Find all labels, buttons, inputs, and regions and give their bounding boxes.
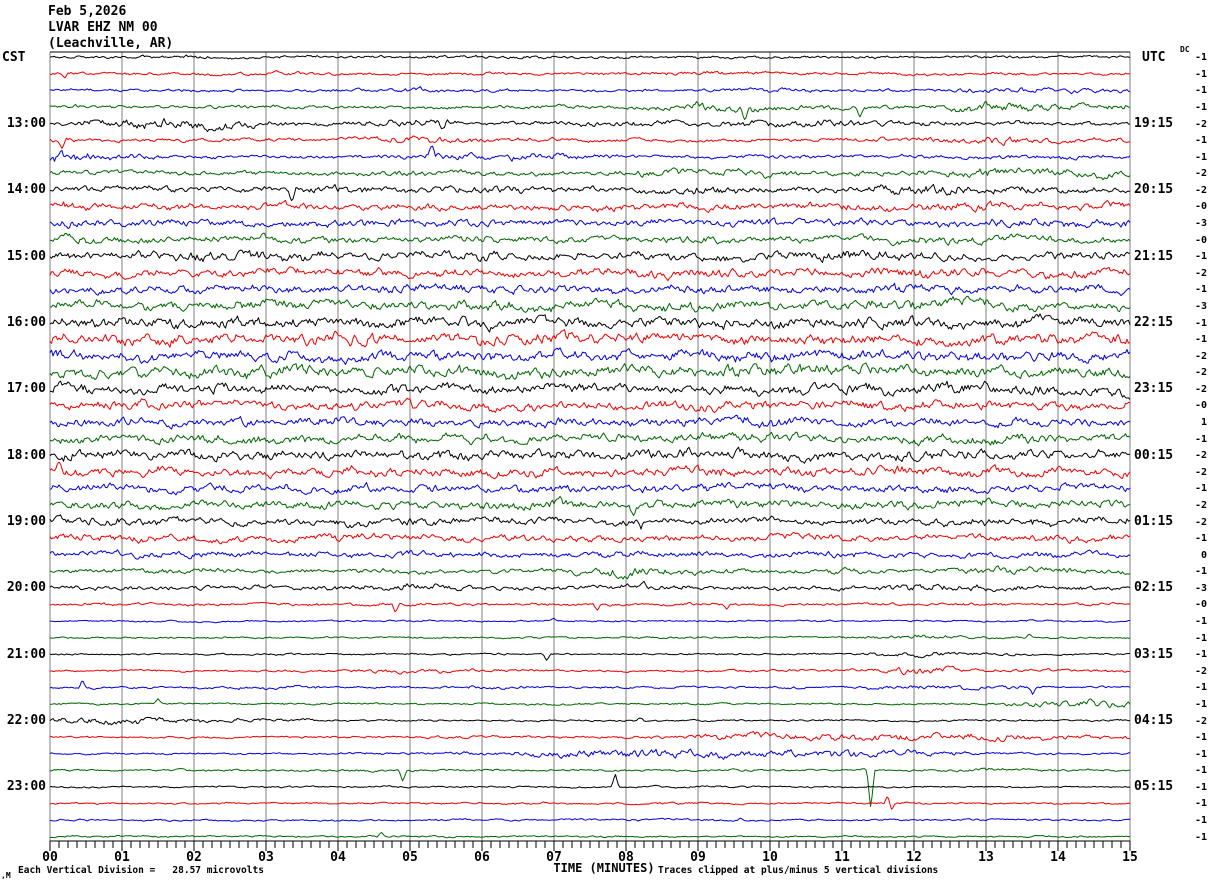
seismo-trace-row <box>50 462 1130 479</box>
seismo-trace-row <box>50 833 1130 838</box>
dc-offset-value: -2 <box>1194 517 1207 528</box>
dc-offset-value: -1 <box>1194 152 1207 163</box>
utc-hour-label: 00:15 <box>1134 448 1174 463</box>
clip-note: Traces clipped at plus/minus 5 vertical divisions <box>658 865 939 876</box>
seismo-trace-row <box>50 515 1130 529</box>
seismo-trace-row <box>50 717 1130 724</box>
cst-hour-label: 18:00 <box>6 448 46 463</box>
scale-note: Each Vertical Division = 28.57 microvolts <box>18 865 264 876</box>
cst-hour-label: 23:00 <box>6 779 46 794</box>
dc-offset-value: -1 <box>1194 483 1207 494</box>
utc-hour-label: 01:15 <box>1134 514 1174 529</box>
seismo-trace-row <box>50 496 1130 515</box>
dc-offset-value: -1 <box>1194 251 1207 262</box>
dc-offset-value: 1 <box>1200 417 1207 428</box>
seismo-trace-row <box>50 185 1130 201</box>
seismo-trace-row <box>50 314 1130 332</box>
dc-offset-value: -0 <box>1194 201 1207 212</box>
seismo-trace-row <box>50 550 1130 559</box>
x-tick-label: 13 <box>978 850 994 865</box>
dc-offset-value: -1 <box>1194 732 1207 743</box>
seismo-trace-row <box>50 398 1130 412</box>
dc-offset-value: -1 <box>1194 69 1207 80</box>
dc-offset-value: -2 <box>1194 119 1207 130</box>
x-tick-label: 04 <box>330 850 346 865</box>
seismo-trace-row <box>50 818 1130 821</box>
x-tick-label: 05 <box>402 850 418 865</box>
dc-offset-value: -2 <box>1194 351 1207 362</box>
seismo-trace-row <box>50 768 1130 806</box>
dc-offset-value: -1 <box>1194 284 1207 295</box>
x-tick-label: 14 <box>1050 850 1066 865</box>
dc-offset-value: -2 <box>1194 716 1207 727</box>
dc-offset-value: -1 <box>1194 616 1207 627</box>
seismo-trace-row <box>50 101 1130 119</box>
dc-offset-value: -0 <box>1194 599 1207 610</box>
header-location: (Leachville, AR) <box>48 36 174 51</box>
seismo-trace-row <box>50 330 1130 348</box>
seismo-trace-row <box>50 146 1130 161</box>
dc-offset-value: -1 <box>1194 749 1207 760</box>
dc-offset-value: -2 <box>1194 168 1207 179</box>
seismo-trace-row <box>50 55 1130 59</box>
x-tick-label: 08 <box>618 850 634 865</box>
x-tick-label: 12 <box>906 850 922 865</box>
x-tick-label: 02 <box>186 850 202 865</box>
seismo-trace-row <box>50 218 1130 229</box>
seismo-trace-row <box>50 250 1130 262</box>
seismo-trace-row <box>50 732 1130 742</box>
x-tick-label: 03 <box>258 850 274 865</box>
dc-offset-value: -2 <box>1194 384 1207 395</box>
x-tick-label: 06 <box>474 850 490 865</box>
dc-offset-value: -3 <box>1194 301 1207 312</box>
seismo-trace-row <box>50 699 1130 708</box>
cst-hour-label: 17:00 <box>6 381 46 396</box>
cst-hour-label: 22:00 <box>6 713 46 728</box>
dc-offset-value: -1 <box>1194 832 1207 843</box>
dc-offset-value: -3 <box>1194 218 1207 229</box>
x-tick-label: 01 <box>114 850 130 865</box>
dc-offset-value: -1 <box>1194 765 1207 776</box>
seismo-trace-row <box>50 602 1130 611</box>
utc-hour-label: 04:15 <box>1134 713 1174 728</box>
seismo-trace-row <box>50 681 1130 694</box>
dc-offset-value: -1 <box>1194 682 1207 693</box>
dc-offset-value: -1 <box>1194 782 1207 793</box>
dc-offset-value: -2 <box>1194 467 1207 478</box>
dc-offset-value: -1 <box>1194 566 1207 577</box>
dc-offset-value: -1 <box>1194 699 1207 710</box>
cst-hour-label: 16:00 <box>6 315 46 330</box>
x-tick-label: 07 <box>546 850 562 865</box>
utc-hour-label: 03:15 <box>1134 647 1174 662</box>
seismo-trace-row <box>50 296 1130 312</box>
seismo-trace-row <box>50 381 1130 399</box>
seismo-trace-row <box>50 666 1130 675</box>
seismo-trace-row <box>50 200 1130 212</box>
utc-hour-label: 19:15 <box>1134 116 1174 131</box>
dc-offset-value: -2 <box>1194 367 1207 378</box>
dc-offset-value: -1 <box>1194 102 1207 113</box>
seismo-trace-row <box>50 566 1130 579</box>
dc-offset-value: -2 <box>1194 450 1207 461</box>
seismo-trace-row <box>50 432 1130 446</box>
cst-hour-label: 20:00 <box>6 580 46 595</box>
dc-offset-value: -1 <box>1194 649 1207 660</box>
dc-offset-value: -2 <box>1194 666 1207 677</box>
seismo-trace-row <box>50 415 1130 429</box>
seismo-trace-row <box>50 136 1130 148</box>
seismo-trace-row <box>50 283 1130 295</box>
seismo-trace-row <box>50 775 1130 789</box>
utc-hour-label: 02:15 <box>1134 580 1174 595</box>
header-station: LVAR EHZ NM 00 <box>48 20 158 35</box>
dc-offset-value: -1 <box>1194 135 1207 146</box>
seismo-trace-row <box>50 482 1130 495</box>
seismo-trace-row <box>50 119 1130 132</box>
dc-offset-value: -1 <box>1194 52 1207 63</box>
utc-hour-label: 05:15 <box>1134 779 1174 794</box>
utc-hour-label: 22:15 <box>1134 315 1174 330</box>
seismo-trace-row <box>50 797 1130 809</box>
cst-hour-label: 14:00 <box>6 182 46 197</box>
dc-offset-value: -1 <box>1194 633 1207 644</box>
dc-offset-value: -1 <box>1194 533 1207 544</box>
dc-offset-value: -0 <box>1194 235 1207 246</box>
seismo-trace-row <box>50 267 1130 281</box>
cst-hour-label: 15:00 <box>6 249 46 264</box>
dc-offset-value: -2 <box>1194 500 1207 511</box>
seismo-trace-row <box>50 533 1130 544</box>
seismo-trace-row <box>50 87 1130 94</box>
dc-offset-value: -2 <box>1194 268 1207 279</box>
dc-offset-value: -1 <box>1194 434 1207 445</box>
dc-offset-value: -1 <box>1194 815 1207 826</box>
seismo-trace-row <box>50 652 1130 660</box>
utc-hour-label: 23:15 <box>1134 381 1174 396</box>
x-tick-label: 09 <box>690 850 706 865</box>
dc-offset-value: 0 <box>1200 550 1207 561</box>
seismo-trace-row <box>50 363 1130 380</box>
seismo-trace-row <box>50 168 1130 180</box>
dc-column-label: DC <box>1180 45 1190 54</box>
dc-offset-value: -3 <box>1194 583 1207 594</box>
x-tick-label: 11 <box>834 850 850 865</box>
seismo-trace-row <box>50 447 1130 463</box>
x-axis-title: TIME (MINUTES) <box>553 861 655 875</box>
seismo-trace-row <box>50 348 1130 365</box>
utc-hour-label: 20:15 <box>1134 182 1174 197</box>
seismo-trace-row <box>50 581 1130 591</box>
seismo-trace-row <box>50 233 1130 246</box>
dc-offset-value: -1 <box>1194 318 1207 329</box>
dc-offset-value: -1 <box>1194 85 1207 96</box>
x-tick-label: 00 <box>42 850 58 865</box>
cst-hour-label: 19:00 <box>6 514 46 529</box>
seismo-trace-row <box>50 71 1130 78</box>
seismo-trace-row <box>50 618 1130 623</box>
x-tick-label: 10 <box>762 850 778 865</box>
utc-hour-label: 21:15 <box>1134 249 1174 264</box>
dc-offset-value: -1 <box>1194 798 1207 809</box>
seismo-trace-row <box>50 634 1130 639</box>
cst-hour-label: 13:00 <box>6 116 46 131</box>
dc-offset-value: -2 <box>1194 185 1207 196</box>
right-timezone-label: UTC <box>1142 50 1166 65</box>
seismo-trace-row <box>50 749 1130 759</box>
dc-offset-value: -1 <box>1194 334 1207 345</box>
cst-hour-label: 21:00 <box>6 647 46 662</box>
x-tick-label: 15 <box>1122 850 1138 865</box>
header-date: Feb 5,2026 <box>48 4 127 19</box>
dc-offset-value: -0 <box>1194 400 1207 411</box>
left-timezone-label: CST <box>2 50 26 65</box>
watermark: ,M <box>1 871 11 880</box>
